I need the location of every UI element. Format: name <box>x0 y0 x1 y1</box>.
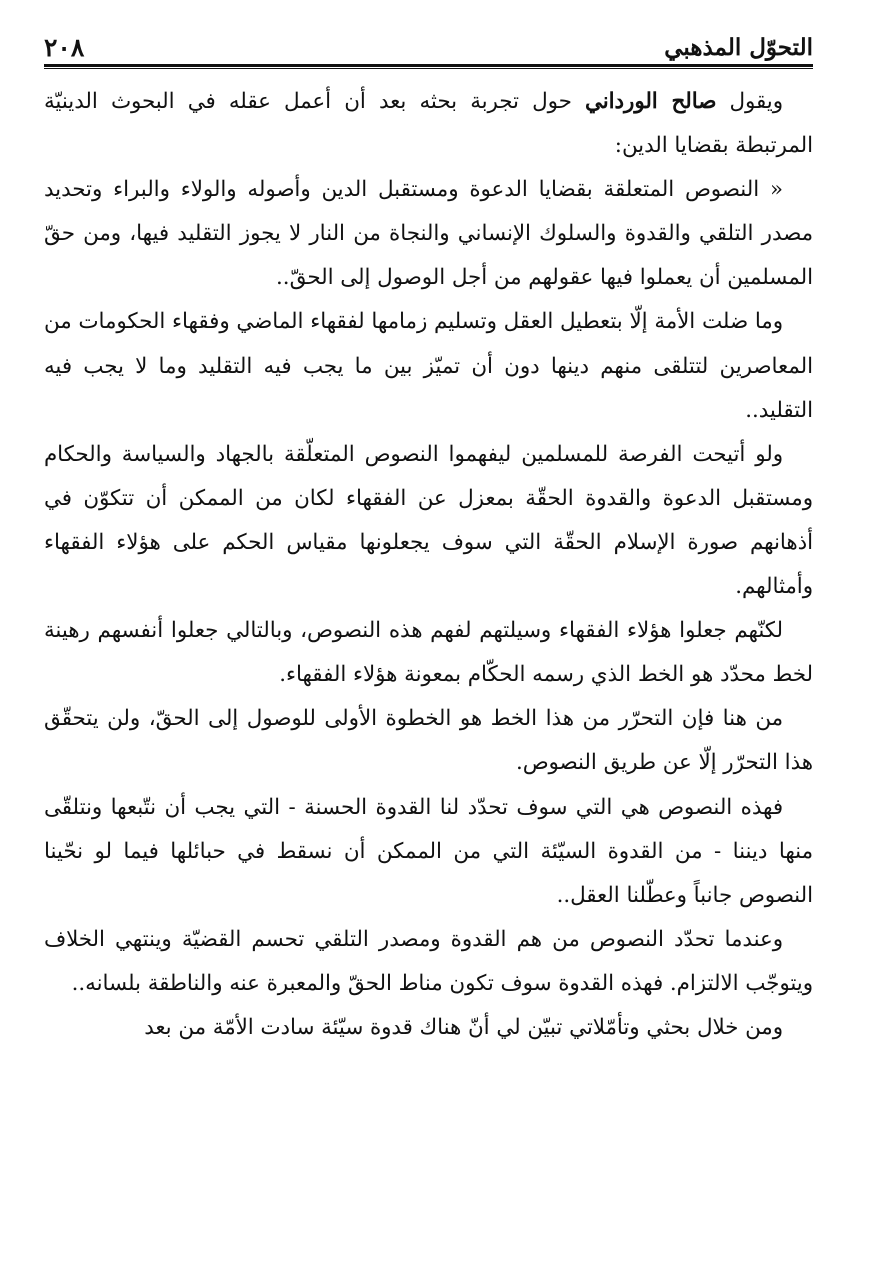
paragraph: لكنّهم جعلوا هؤلاء الفقهاء وسيلتهم لفهم هذه النصوص، وبالتالي جعلوا أنفسهم رهينة لخط محدّد هو الخط الذي رسمه الحكّام بمعونة هؤلاء الفقهاء. <box>44 618 813 688</box>
page-header <box>44 28 813 67</box>
paragraph: وما ضلت الأمة إلّا بتعطيل العقل وتسليم زمامها لفقهاء الماضي وفقهاء الحكومات من المعاصرين لتتلقى منهم دينها دون أن تميّز بين ما يجب فيه التقليد وما لا يجب فيه التقليد.. <box>44 309 813 423</box>
paragraph: « النصوص المتعلقة بقضايا الدعوة ومستقبل الدين وأصوله والولاء والبراء وتحديد مصدر التلقي والقدوة والسلوك الإنساني والنجاة من النار لا يجوز التقليد فيها، ومن حقّ المسلمين أن يعملوا فيها عقولهم من أجل الوصول إلى الحقّ.. <box>44 177 813 291</box>
paragraph-continuation: حول تجربة بحثه بعد أن أعمل عقله في البحوث الدينيّة المرتبطة بقضايا الدين: <box>44 89 813 159</box>
body-text <box>44 80 813 1050</box>
paragraph: ولو أتيحت الفرصة للمسلمين ليفهموا النصوص المتعلّقة بالجهاد والسياسة والحكام ومستقبل الدعوة والقدوة الحقّة بمعزل عن الفقهاء لكان من الممكن أن تتكوّن في أذهانهم صورة الإسلام الحقّة التي سوف يجعلونها مقياس الحكم على هؤلاء الفقهاء وأمثالهم. <box>44 441 813 600</box>
paragraph: وعندما تحدّد النصوص من هم القدوة ومصدر التلقي تحسم القضيّة وينتهي الخلاف ويتوجّب الالتزام. فهذه القدوة سوف تكون مناط الحقّ والمعبرة عنه والناطقة بلسانه.. <box>44 926 813 996</box>
paragraph-intro: ويقول <box>716 89 783 114</box>
paragraph: فهذه النصوص هي التي سوف تحدّد لنا القدوة الحسنة - التي يجب أن نتّبعها ونتلقّى منها ديننا - من القدوة السيّئة التي من الممكن أن نسقط في حبائلها فيما لو نحّينا النصوص جانباً وعطّلنا العقل.. <box>44 794 813 908</box>
author-name: صالح الورداني <box>584 89 717 114</box>
header-rule <box>44 68 813 69</box>
paragraph <box>44 80 813 168</box>
running-title: التحوّل المذهبي <box>664 34 813 61</box>
paragraph: ومن خلال بحثي وتأمّلاتي تبيّن لي أنّ هناك قدوة سيّئة سادت الأمّة من بعد <box>144 1014 783 1040</box>
paragraph: من هنا فإن التحرّر من هذا الخط هو الخطوة الأولى للوصول إلى الحقّ، ولن يتحقّق هذا التحرّر إلّا عن طريق النصوص. <box>44 706 813 776</box>
page-number: ٢٠٨ <box>44 33 85 62</box>
